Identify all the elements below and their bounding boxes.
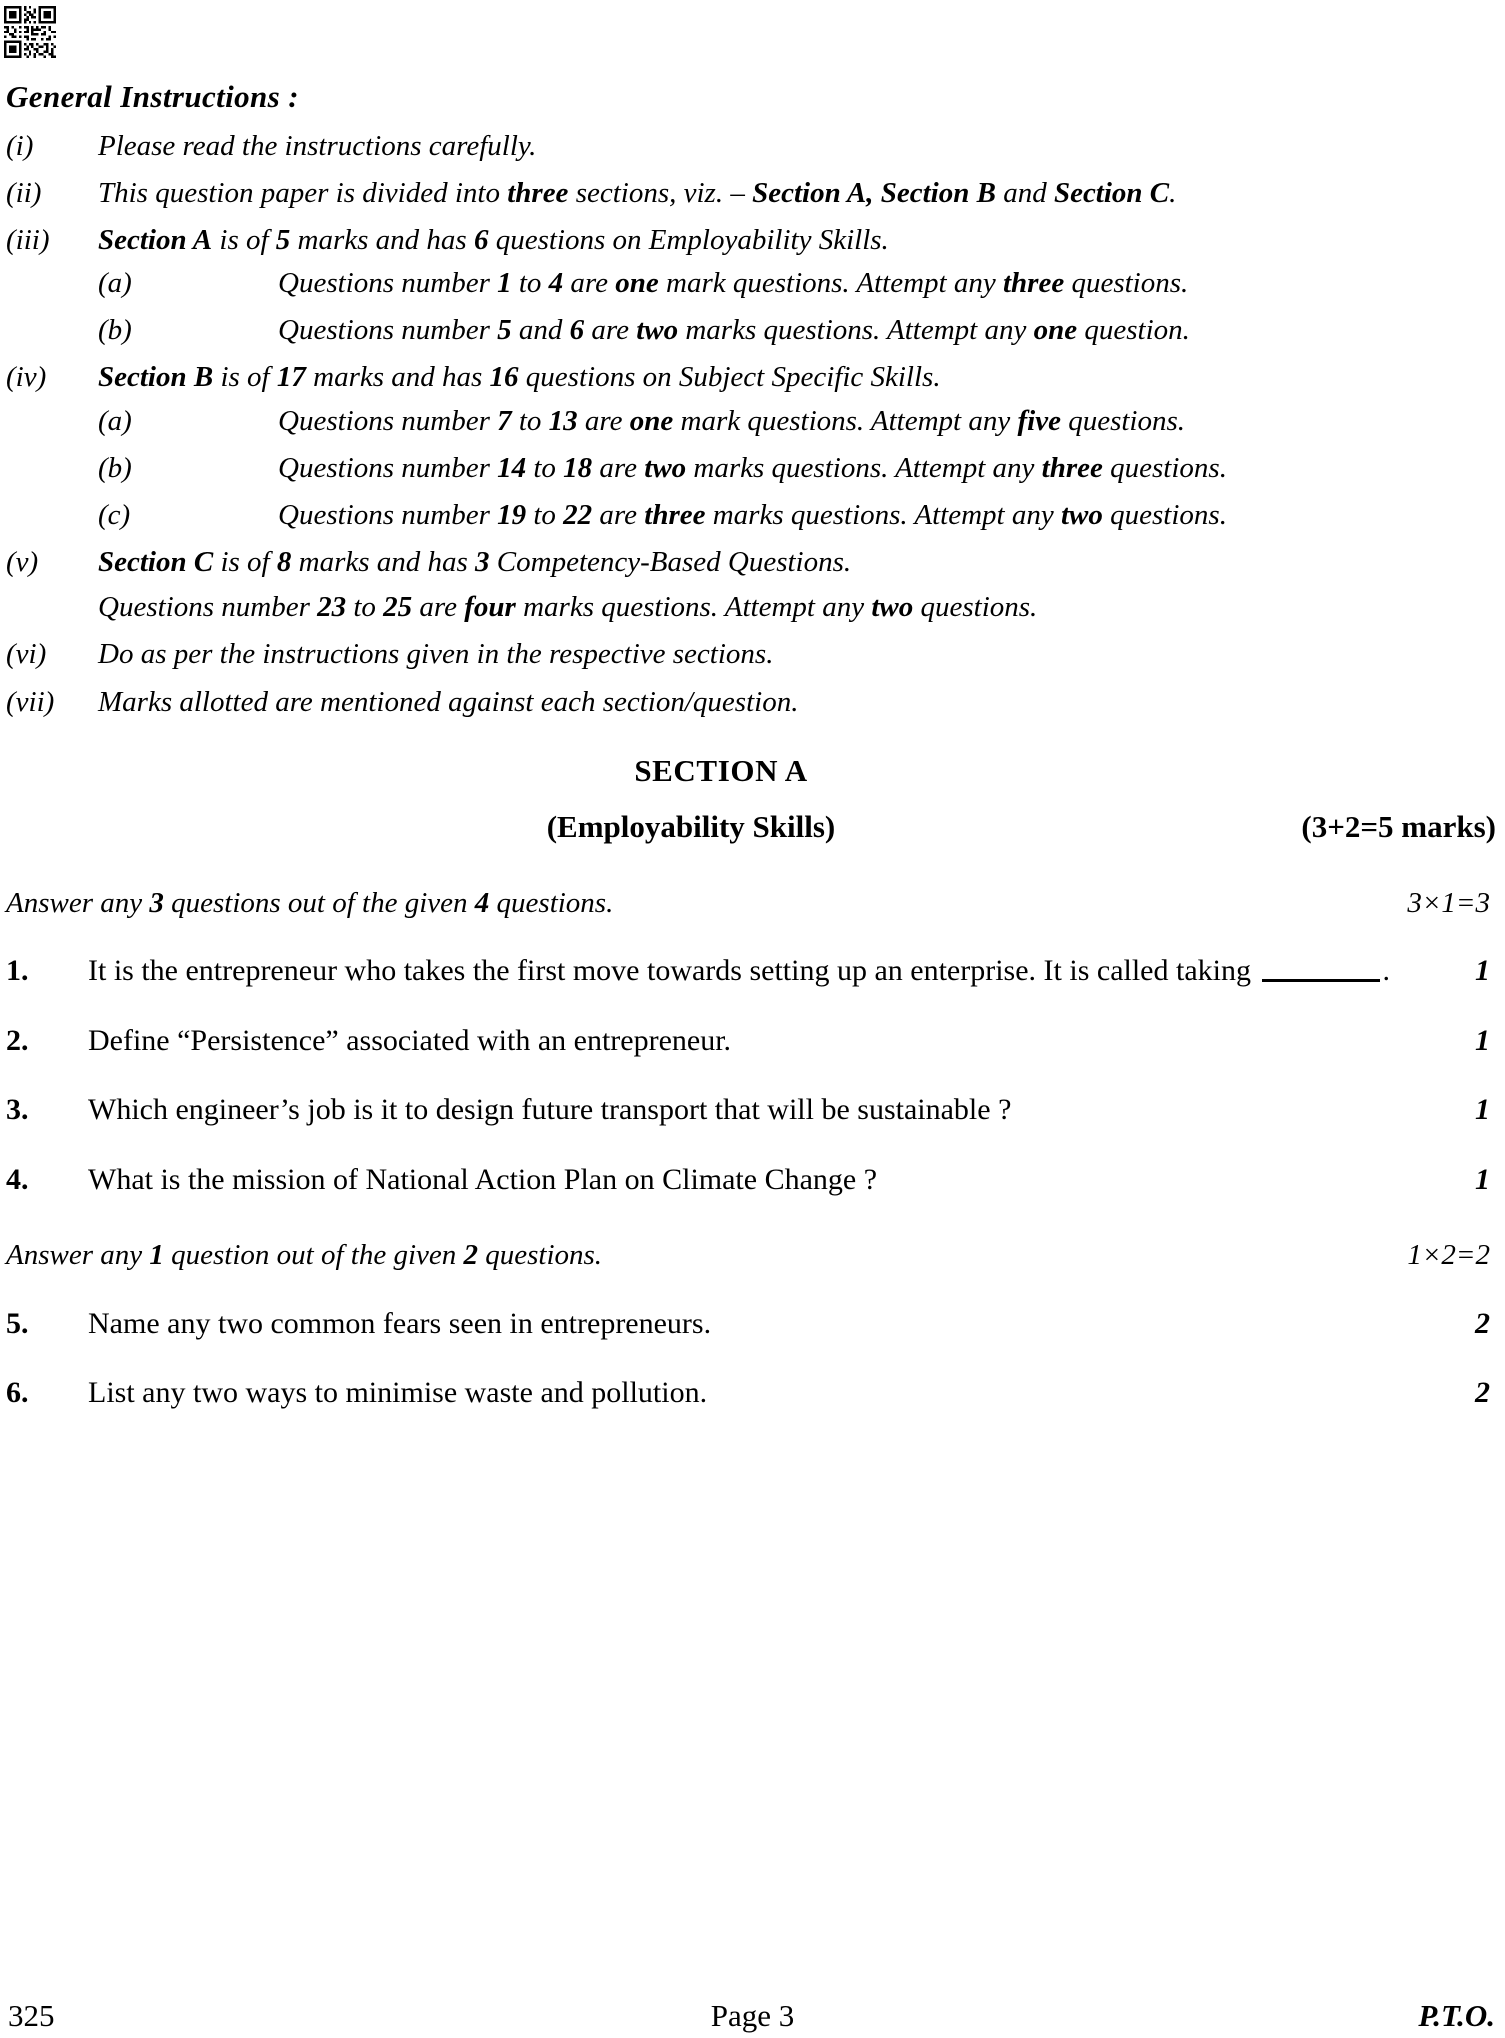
instruction-subitem-marker: (c) (98, 498, 131, 531)
instruction-continuation: Questions number 23 to 25 are four marks questions. Attempt any two questions. (98, 591, 1038, 624)
question-marks: 1 (1475, 1162, 1490, 1196)
instruction-subitem (6, 401, 1496, 442)
answer-instruction-text: Answer any 1 question out of the given 2 questions. (6, 1239, 603, 1272)
instruction-marker: (v) (6, 546, 39, 579)
blank-fill (1262, 959, 1380, 982)
instruction-subitem (6, 495, 1496, 536)
instruction-item (6, 634, 1496, 675)
answer-instruction (6, 1235, 1496, 1276)
instruction-subitem (6, 310, 1496, 351)
instruction-subitem-text: Questions number 19 to 22 are three marks questions. Attempt any two questions. (278, 498, 1227, 531)
instruction-text: Do as per the instructions given in the respective sections. (98, 638, 774, 671)
question-number: 6. (6, 1376, 29, 1410)
instruction-subitem-list (6, 401, 1496, 537)
qr-code (4, 6, 56, 58)
section-title: SECTION A (634, 752, 808, 788)
instruction-subitem-marker: (a) (98, 267, 132, 300)
question-number: 1. (6, 954, 29, 988)
page-number: Page 3 (710, 1998, 795, 2033)
question-marks: 1 (1475, 1093, 1490, 1127)
instruction-marker: (vi) (6, 638, 47, 671)
question-text: List any two ways to minimise waste and pollution. (88, 1376, 708, 1410)
instruction-subitem-text: Questions number 14 to 18 are two marks questions. Attempt any three questions. (278, 451, 1227, 484)
question-text: Which engineer’s job is it to design future transport that will be sustainable ? (88, 1093, 1012, 1127)
section-subtitle-row (6, 809, 1496, 849)
answer-instruction-marks: 3×1=3 (1407, 886, 1490, 919)
answer-instruction-marks: 1×2=2 (1407, 1239, 1490, 1272)
instruction-marker: (ii) (6, 176, 42, 209)
instruction-item (6, 126, 1496, 167)
question-text: Define “Persistence” associated with an entrepreneur. (88, 1023, 732, 1057)
question-marks: 1 (1475, 1023, 1490, 1057)
question-text: Name any two common fears seen in entrepreneurs. (88, 1306, 712, 1340)
question-row (6, 1158, 1496, 1202)
question-number: 5. (6, 1306, 29, 1340)
paper-code: 325 (8, 1998, 55, 2033)
instruction-subitem (6, 263, 1496, 304)
question-row (6, 1019, 1496, 1063)
general-instructions-heading: General Instructions : (6, 79, 300, 114)
question-row (6, 949, 1496, 993)
instruction-marker: (i) (6, 129, 34, 162)
section-subtitle: (Employability Skills) (546, 808, 836, 844)
answer-blocks (6, 883, 1496, 1415)
instruction-subitem-text: Questions number 1 to 4 are one mark questions. Attempt any three questions. (278, 267, 1189, 300)
instruction-item (6, 682, 1496, 723)
question-marks: 1 (1475, 954, 1490, 988)
instruction-item (6, 220, 1496, 261)
answer-instruction (6, 883, 1496, 924)
instruction-text: This question paper is divided into three sections, viz. – Section A, Section B and Section C. (98, 176, 1177, 209)
instruction-text: Section C is of 8 marks and has 3 Competency-Based Questions. Questions number 23 to 25 are four marks questions. Attempt any two questions. (98, 542, 1496, 628)
instruction-subitem-marker: (a) (98, 404, 132, 437)
instruction-subitem-list (6, 263, 1496, 351)
instruction-text: Marks allotted are mentioned against each section/question. (98, 685, 799, 718)
instruction-item (6, 357, 1496, 398)
question-marks: 2 (1475, 1376, 1490, 1410)
instruction-subitem-marker: (b) (98, 451, 132, 484)
document-body (6, 76, 1496, 1415)
question-number: 2. (6, 1023, 29, 1057)
instruction-subitem-text: Questions number 7 to 13 are one mark questions. Attempt any five questions. (278, 404, 1186, 437)
page-footer (0, 1998, 1505, 2038)
question-row (6, 1371, 1496, 1415)
question-row (6, 1302, 1496, 1346)
instruction-subitem (6, 448, 1496, 489)
instruction-subitem-text: Questions number 5 and 6 are two marks questions. Attempt any one question. (278, 314, 1190, 347)
instruction-text: Section B is of 17 marks and has 16 questions on Subject Specific Skills. (98, 361, 941, 394)
instruction-item (6, 542, 1496, 628)
general-instructions-list (6, 126, 1496, 723)
answer-instruction-text: Answer any 3 questions out of the given 4 questions. (6, 886, 614, 919)
instruction-marker: (vii) (6, 685, 55, 718)
section-marks: (3+2=5 marks) (1301, 808, 1496, 844)
question-text: It is the entrepreneur who takes the first move towards setting up an enterprise. It is called taking . (88, 954, 1390, 988)
question-text: What is the mission of National Action Plan on Climate Change ? (88, 1162, 878, 1196)
instruction-marker: (iii) (6, 223, 50, 256)
instruction-item (6, 173, 1496, 214)
instruction-subitem-marker: (b) (98, 314, 132, 347)
instruction-text: Section A is of 5 marks and has 6 questions on Employability Skills. (98, 223, 889, 256)
instruction-marker: (iv) (6, 361, 47, 394)
turn-over-label: P.T.O. (1418, 1998, 1495, 2033)
instruction-text: Please read the instructions carefully. (98, 129, 537, 162)
question-row (6, 1088, 1496, 1132)
question-number: 3. (6, 1093, 29, 1127)
question-number: 4. (6, 1162, 29, 1196)
question-marks: 2 (1475, 1306, 1490, 1340)
